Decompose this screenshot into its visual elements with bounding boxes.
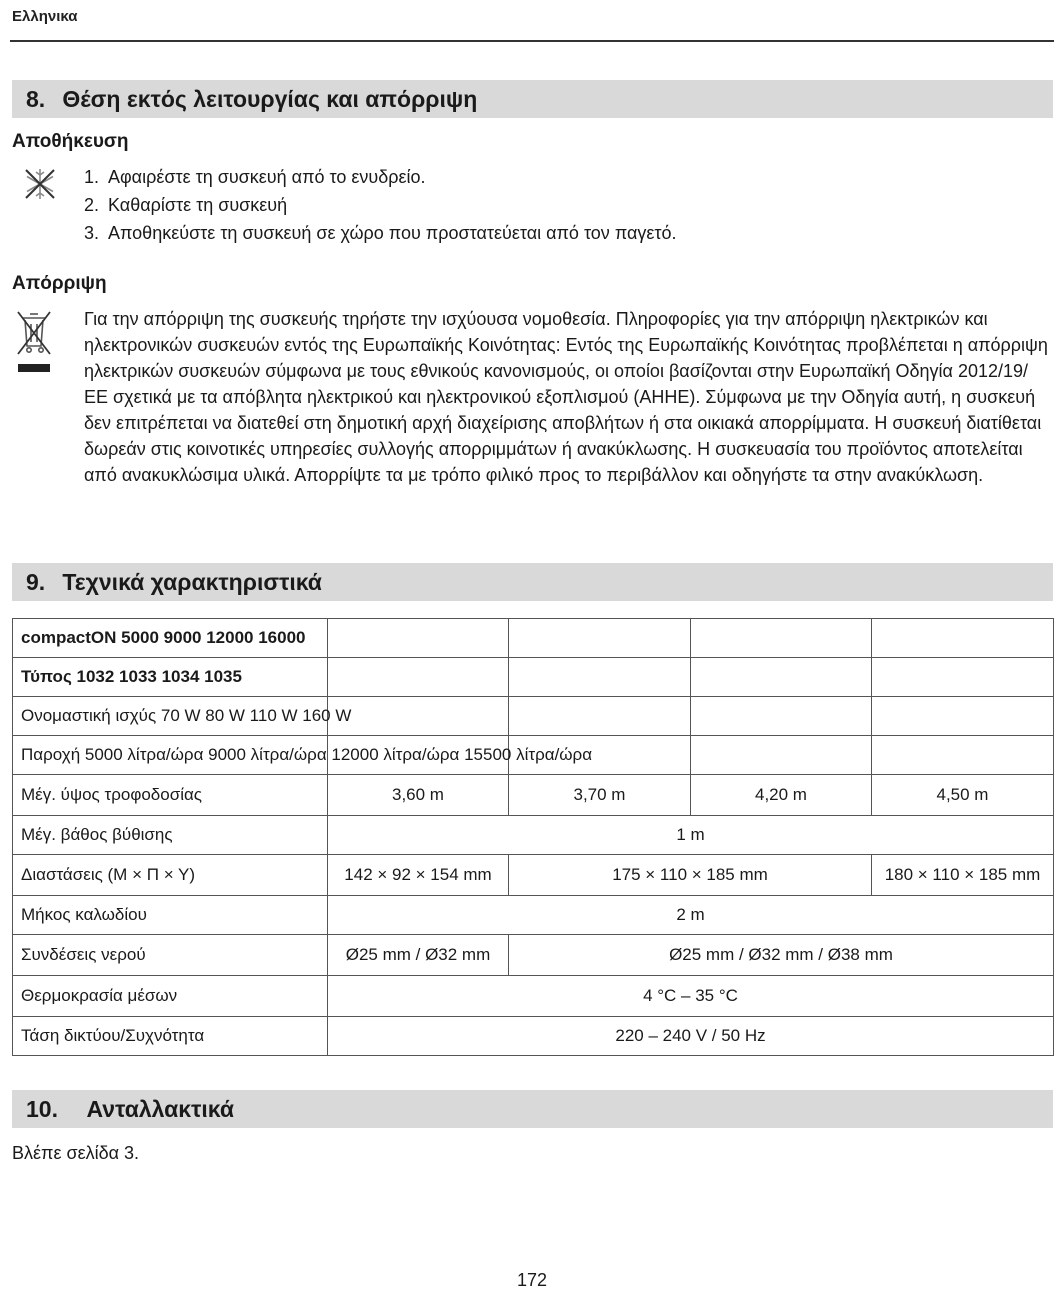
table-row xyxy=(13,935,1054,976)
section-9-title: Τεχνικά χαρακτηριστικά xyxy=(62,569,322,595)
table-row xyxy=(13,697,1054,736)
table-cell: 1 m xyxy=(328,816,1054,855)
table-row xyxy=(13,1017,1054,1056)
table-cell: Ø25 mm / Ø32 mm / Ø38 mm xyxy=(509,935,1054,976)
table-cell: Θερμοκρασία μέσων xyxy=(13,976,328,1017)
table-cell: 3,70 m xyxy=(509,775,691,816)
table-cell xyxy=(328,619,509,658)
list-item: 2. Καθαρίστε τη συσκευή xyxy=(84,195,288,215)
section-10-heading xyxy=(12,1090,1053,1128)
table-cell: Μήκος καλωδίου xyxy=(13,896,328,935)
table-cell: Τάση δικτύου/Συχνότητα xyxy=(13,1017,328,1056)
page-number: 172 xyxy=(516,1270,548,1290)
section-8-title: Θέση εκτός λειτουργίας και απόρριψη xyxy=(62,86,478,112)
table-cell: 2 m xyxy=(328,896,1054,935)
disposal-heading: Απόρριψη xyxy=(12,273,107,294)
snowflake-crossed-icon xyxy=(22,166,58,202)
storage-steps-list xyxy=(84,164,677,248)
section-8-number: 8. xyxy=(26,86,46,112)
technical-specs-table xyxy=(12,618,1054,1056)
table-cell: Συνδέσεις νερού xyxy=(13,935,328,976)
table-cell xyxy=(509,697,691,736)
header-divider xyxy=(10,40,1054,42)
section-9-number: 9. xyxy=(26,569,46,595)
table-cell xyxy=(872,736,1054,775)
table-cell: compactON 5000 9000 12000 16000 xyxy=(13,619,328,658)
table-cell xyxy=(872,697,1054,736)
table-cell: 175 × 110 × 185 mm xyxy=(509,855,872,896)
spare-parts-reference: Βλέπε σελίδα 3. xyxy=(12,1143,140,1163)
table-cell: Διαστάσεις (M × Π × Υ) xyxy=(13,855,328,896)
table-cell: 4 °C – 35 °C xyxy=(328,976,1054,1017)
table-row xyxy=(13,976,1054,1017)
table-cell xyxy=(328,658,509,697)
table-cell: Τύπος 1032 1033 1034 1035 xyxy=(13,658,328,697)
weee-crossed-bin-icon xyxy=(14,306,54,376)
storage-heading: Αποθήκευση xyxy=(12,131,129,152)
table-cell: Ø25 mm / Ø32 mm xyxy=(328,935,509,976)
table-cell: 4,20 m xyxy=(691,775,872,816)
disposal-paragraph: Για την απόρριψη της συσκευής τηρήστε την ισχύουσα νομοθεσία. Πληροφορίες για την απόρριψη ηλεκτρικών και ηλεκτρονικών συσκευών εντός της Ευρωπαϊκής Κοινότητας: Εντός της Ευρωπαϊκής Κοινότητας προβλέπεται η απόρριψη ηλεκτρικών συσκευών σύμφωνα με τους εθνικούς κανονισμούς, οι οποίοι βασίζονται στην Ευρωπαϊκή Οδηγία 2012/19/ΕΕ σχετικά με τα απόβλητα ηλεκτρικού και ηλεκτρονικού εξοπλισμού (ΑΗΗΕ). Σύμφωνα με την Οδηγία αυτή, η συσκευή δεν επιτρέπεται να διατεθεί στη δημοτική αρχή διαχείρισης αποβλήτων ή στα οικιακά απορρίμματα. Η συσκευή διατίθεται δωρεάν στις κοινοτικές υπηρεσίες συλλογής απορριμμάτων ή ανακύκλωσης. Η συσκευασία του προϊόντος αποτελείται από ανακυκλώσιμα υλικά. Απορρίψτε τα με τρόπο φιλικό προς το περιβάλλον και οδηγήστε τα στην ανακύκλωση. xyxy=(84,309,1048,485)
table-cell: Μέγ. ύψος τροφοδοσίας xyxy=(13,775,328,816)
section-10-title: Ανταλλακτικά xyxy=(86,1096,234,1122)
table-cell: 3,60 m xyxy=(328,775,509,816)
table-row xyxy=(13,775,1054,816)
list-item: 3. Αποθηκεύστε τη συσκευή σε χώρο που προστατεύεται από τον παγετό. xyxy=(84,223,677,243)
section-10-number: 10. xyxy=(26,1096,58,1122)
table-cell xyxy=(691,619,872,658)
table-cell: 220 – 240 V / 50 Hz xyxy=(328,1017,1054,1056)
table-cell xyxy=(872,619,1054,658)
table-cell xyxy=(509,619,691,658)
table-row xyxy=(13,736,1054,775)
table-cell xyxy=(691,736,872,775)
table-cell xyxy=(872,658,1054,697)
table-row xyxy=(13,855,1054,896)
table-cell: Ονομαστική ισχύς 70 W 80 W 110 W 160 W xyxy=(13,697,328,736)
table-cell: Μέγ. βάθος βύθισης xyxy=(13,816,328,855)
table-row xyxy=(13,658,1054,697)
table-cell xyxy=(691,697,872,736)
section-8-heading xyxy=(12,80,1053,118)
page-language-label: Ελληνικα xyxy=(12,8,78,25)
table-cell xyxy=(509,658,691,697)
table-row xyxy=(13,896,1054,935)
table-cell xyxy=(328,697,509,736)
list-item: 1. Αφαιρέστε τη συσκευή από το ενυδρείο. xyxy=(84,167,426,187)
section-9-heading xyxy=(12,563,1053,601)
table-cell: 142 × 92 × 154 mm xyxy=(328,855,509,896)
table-row xyxy=(13,619,1054,658)
table-cell: 180 × 110 × 185 mm xyxy=(872,855,1054,896)
table-cell xyxy=(691,658,872,697)
table-cell: Παροχή 5000 λίτρα/ώρα 9000 λίτρα/ώρα 12000 λίτρα/ώρα 15500 λίτρα/ώρα xyxy=(13,736,328,775)
table-cell: 4,50 m xyxy=(872,775,1054,816)
table-row xyxy=(13,816,1054,855)
